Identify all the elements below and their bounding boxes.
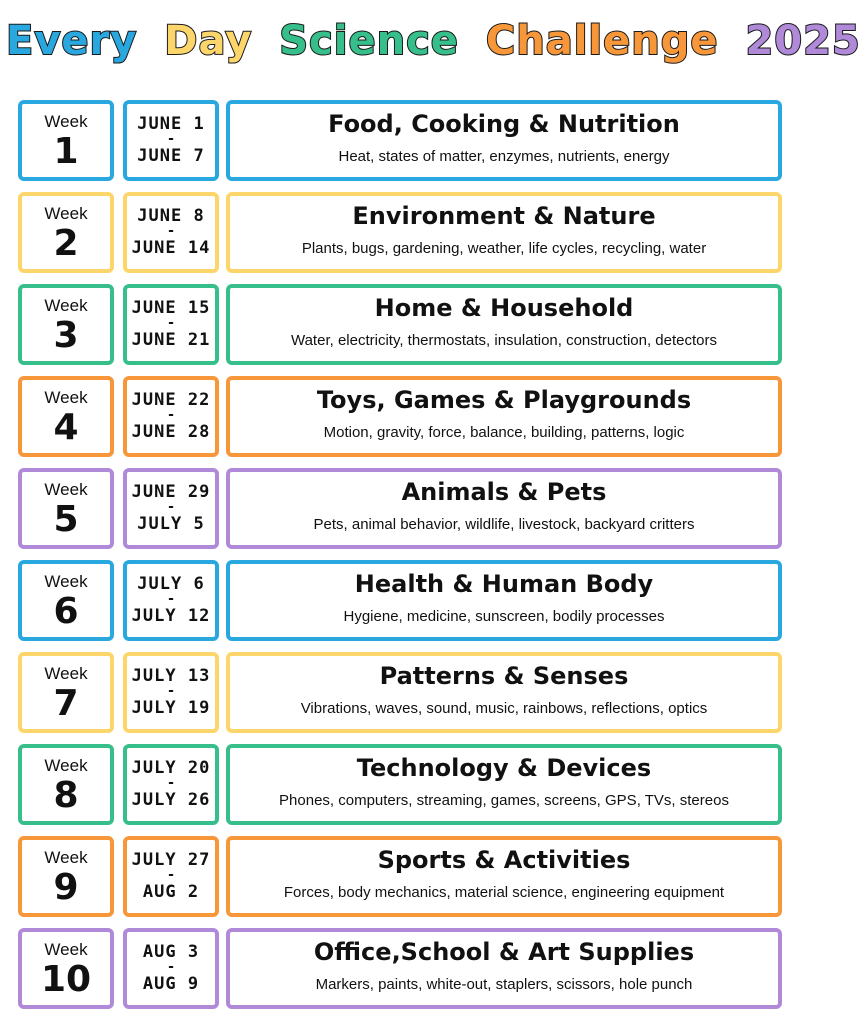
date-range-cell [123, 100, 219, 181]
week-cell [18, 928, 114, 1009]
week-number: 4 [53, 407, 79, 448]
topic-title: Environment & Nature [352, 202, 656, 230]
week-cell [18, 560, 114, 641]
week-cell [18, 744, 114, 825]
week-row [18, 836, 782, 923]
topic-title: Technology & Devices [356, 754, 652, 782]
date-separator: - [168, 315, 174, 331]
date-end: JUNE 21 [131, 330, 211, 350]
topic-cell [226, 100, 782, 181]
week-row [18, 560, 782, 647]
date-separator: - [168, 683, 174, 699]
date-start: JULY 6 [137, 574, 205, 594]
week-label: Week [44, 296, 88, 315]
date-end: JULY 26 [131, 790, 211, 810]
date-start: JUNE 8 [137, 206, 205, 226]
week-number: 6 [53, 591, 79, 632]
week-cell [18, 100, 114, 181]
title-word-challenge: Challenge [485, 18, 719, 64]
week-row [18, 192, 782, 279]
week-row [18, 744, 782, 831]
date-range-cell [123, 376, 219, 457]
topic-cell [226, 928, 782, 1009]
date-start: JUNE 22 [131, 390, 211, 410]
date-end: JULY 19 [131, 698, 211, 718]
topic-title: Food, Cooking & Nutrition [328, 110, 680, 138]
week-number: 10 [40, 959, 92, 1000]
week-cell [18, 836, 114, 917]
date-end: JUNE 28 [131, 422, 211, 442]
week-number: 3 [53, 315, 79, 356]
date-separator: - [168, 131, 174, 147]
date-separator: - [168, 591, 174, 607]
date-start: JULY 27 [131, 850, 211, 870]
week-label: Week [44, 664, 88, 683]
date-start: JUNE 1 [137, 114, 205, 134]
week-number: 5 [53, 499, 79, 540]
week-row [18, 468, 782, 555]
week-cell [18, 468, 114, 549]
title-word-every: Every [6, 18, 138, 64]
date-range-cell [123, 652, 219, 733]
week-label: Week [44, 572, 88, 591]
date-range-cell [123, 284, 219, 365]
week-label: Week [44, 848, 88, 867]
week-row [18, 376, 782, 463]
date-start: JULY 13 [131, 666, 211, 686]
date-separator: - [168, 775, 174, 791]
week-number: 1 [53, 131, 79, 172]
week-number: 9 [53, 867, 79, 908]
date-separator: - [168, 223, 174, 239]
date-end: AUG 2 [142, 882, 200, 902]
date-range-cell [123, 560, 219, 641]
topic-cell [226, 284, 782, 365]
date-separator: - [168, 499, 174, 515]
date-start: AUG 3 [142, 942, 200, 962]
date-start: JULY 20 [131, 758, 211, 778]
topic-cell [226, 836, 782, 917]
schedule-table [18, 100, 782, 1020]
week-number: 2 [53, 223, 79, 264]
topic-title: Patterns & Senses [379, 662, 629, 690]
date-end: JULY 12 [131, 606, 211, 626]
topic-description: Water, electricity, thermostats, insulation, construction, detectors [290, 332, 717, 349]
topic-title: Home & Household [374, 294, 634, 322]
topic-title: Toys, Games & Playgrounds [316, 386, 692, 414]
topic-description: Plants, bugs, gardening, weather, life cycles, recycling, water [301, 240, 707, 257]
topic-title: Health & Human Body [354, 570, 654, 598]
topic-title: Sports & Activities [377, 846, 631, 874]
week-cell [18, 652, 114, 733]
title-word-day: Day [164, 18, 253, 64]
title-word-science: Science [279, 18, 459, 64]
topic-description: Pets, animal behavior, wildlife, livestock, backyard critters [313, 516, 695, 533]
date-separator: - [168, 867, 174, 883]
week-row [18, 284, 782, 371]
topic-cell [226, 744, 782, 825]
week-number: 8 [53, 775, 79, 816]
date-end: JUNE 14 [131, 238, 211, 258]
week-cell [18, 284, 114, 365]
topic-description: Motion, gravity, force, balance, building, patterns, logic [323, 424, 685, 441]
week-number: 7 [53, 683, 79, 724]
date-range-cell [123, 836, 219, 917]
date-range-cell [123, 468, 219, 549]
page-title [0, 18, 861, 64]
topic-cell [226, 468, 782, 549]
topic-description: Heat, states of matter, enzymes, nutrients, energy [338, 148, 670, 165]
week-row [18, 652, 782, 739]
week-label: Week [44, 204, 88, 223]
date-end: JULY 5 [137, 514, 205, 534]
week-label: Week [44, 480, 88, 499]
topic-cell [226, 192, 782, 273]
topic-cell [226, 560, 782, 641]
week-label: Week [44, 756, 88, 775]
date-start: JUNE 15 [131, 298, 211, 318]
topic-description: Forces, body mechanics, material science, engineering equipment [283, 884, 725, 901]
topic-cell [226, 652, 782, 733]
date-separator: - [168, 407, 174, 423]
date-range-cell [123, 928, 219, 1009]
topic-description: Markers, paints, white-out, staplers, scissors, hole punch [315, 976, 693, 993]
date-end: JUNE 7 [137, 146, 205, 166]
week-row [18, 928, 782, 1015]
topic-title: Animals & Pets [401, 478, 607, 506]
week-cell [18, 192, 114, 273]
week-label: Week [44, 112, 88, 131]
date-end: AUG 9 [142, 974, 200, 994]
topic-description: Vibrations, waves, sound, music, rainbows, reflections, optics [300, 700, 708, 717]
date-start: JUNE 29 [131, 482, 211, 502]
topic-description: Hygiene, medicine, sunscreen, bodily processes [343, 608, 665, 625]
topic-title: Office,School & Art Supplies [313, 938, 695, 966]
date-range-cell [123, 744, 219, 825]
week-label: Week [44, 940, 88, 959]
week-cell [18, 376, 114, 457]
topic-description: Phones, computers, streaming, games, screens, GPS, TVs, stereos [279, 792, 729, 809]
week-label: Week [44, 388, 88, 407]
date-separator: - [168, 959, 174, 975]
topic-cell [226, 376, 782, 457]
date-range-cell [123, 192, 219, 273]
week-row [18, 100, 782, 187]
title-word-year: 2025 [745, 18, 861, 64]
